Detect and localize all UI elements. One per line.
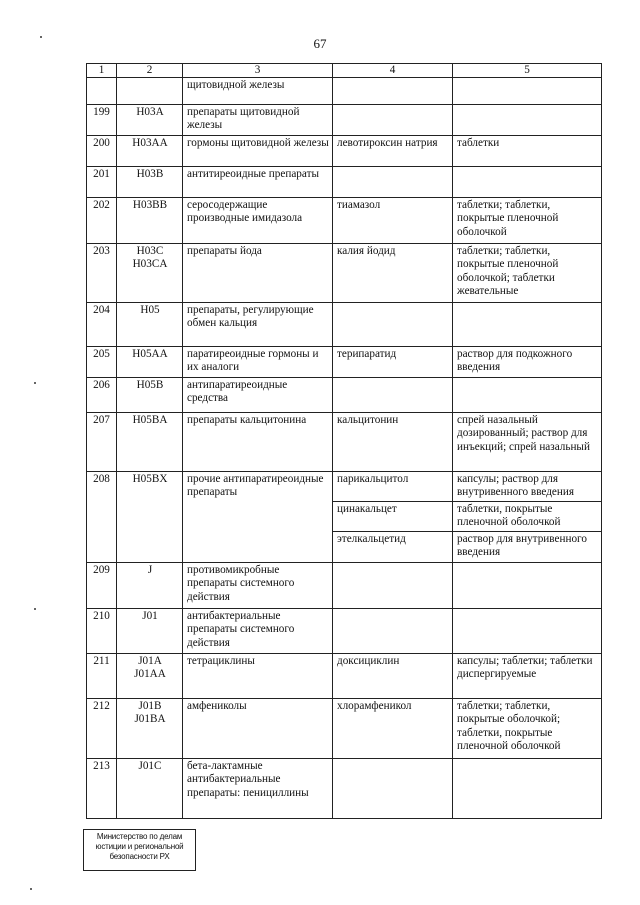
table-row xyxy=(87,563,602,609)
dosage-form: таблетки; таблетки, покрытые оболочкой; таблетки, покрытые пленочной оболочкой xyxy=(453,699,602,759)
header-cell: 5 xyxy=(453,64,602,78)
row-number: 212 xyxy=(87,699,117,759)
scan-speck xyxy=(34,382,36,384)
row-number: 213 xyxy=(87,759,117,819)
row-number: 202 xyxy=(87,198,117,244)
drug-name xyxy=(333,759,453,819)
dosage-form xyxy=(453,167,602,198)
atc-code: H05B xyxy=(117,378,183,413)
row-number: 204 xyxy=(87,303,117,347)
atc-code: H05AA xyxy=(117,347,183,378)
drug-name xyxy=(333,303,453,347)
row-number: 208 xyxy=(87,472,117,563)
group-name: серосодержащие производные имидазола xyxy=(183,198,333,244)
group-name: препараты йода xyxy=(183,244,333,303)
header-cell: 4 xyxy=(333,64,453,78)
group-name: антипаратиреоидные средства xyxy=(183,378,333,413)
dosage-form: спрей назальный дозированный; раствор для инъекций; спрей назальный xyxy=(453,413,602,472)
dosage-form xyxy=(453,609,602,654)
atc-code xyxy=(117,78,183,105)
group-name: антибактериальные препараты системного действия xyxy=(183,609,333,654)
atc-code: H03B xyxy=(117,167,183,198)
atc-code: H05BA xyxy=(117,413,183,472)
drug-name xyxy=(333,105,453,136)
atc-code: J01 xyxy=(117,609,183,654)
row-number: 199 xyxy=(87,105,117,136)
dosage-form xyxy=(453,303,602,347)
table-row xyxy=(87,136,602,167)
table-row xyxy=(87,198,602,244)
row-number: 211 xyxy=(87,654,117,699)
group-name: тетрациклины xyxy=(183,654,333,699)
atc-code: H03BB xyxy=(117,198,183,244)
stamp-line: Министерство по делам xyxy=(96,832,183,841)
drug-name: тиамазол xyxy=(333,198,453,244)
dosage-form xyxy=(453,78,602,105)
dosage-form: капсулы; таблетки; таблетки диспергируемые xyxy=(453,654,602,699)
drug-name: доксициклин xyxy=(333,654,453,699)
dosage-form xyxy=(453,563,602,609)
drug-name: парикальцитол xyxy=(333,472,453,502)
drug-name xyxy=(333,378,453,413)
header-cell: 2 xyxy=(117,64,183,78)
dosage-form xyxy=(453,759,602,819)
dosage-form: таблетки; таблетки, покрытые пленочной оболочкой; таблетки жевательные xyxy=(453,244,602,303)
atc-code: H05BX xyxy=(117,472,183,563)
drug-name: терипаратид xyxy=(333,347,453,378)
row-number: 200 xyxy=(87,136,117,167)
atc-code: J01A J01AA xyxy=(117,654,183,699)
drug-name: левотироксин натрия xyxy=(333,136,453,167)
table-row xyxy=(87,244,602,303)
group-name: препараты щитовидной железы xyxy=(183,105,333,136)
row-number: 207 xyxy=(87,413,117,472)
table-row xyxy=(87,105,602,136)
drug-name: кальцитонин xyxy=(333,413,453,472)
atc-code: H03C H03CA xyxy=(117,244,183,303)
atc-code: J01B J01BA xyxy=(117,699,183,759)
row-number: 209 xyxy=(87,563,117,609)
group-name: гормоны щитовидной железы xyxy=(183,136,333,167)
dosage-form: раствор для подкожного введения xyxy=(453,347,602,378)
drug-name: этелкальцетид xyxy=(333,532,453,563)
group-name: противомикробные препараты системного действия xyxy=(183,563,333,609)
row-number: 203 xyxy=(87,244,117,303)
stamp-line: безопасности РХ xyxy=(109,852,170,861)
header-cell: 1 xyxy=(87,64,117,78)
scan-speck xyxy=(40,36,42,38)
drug-table xyxy=(86,63,602,819)
row-number: 205 xyxy=(87,347,117,378)
header-cell: 3 xyxy=(183,64,333,78)
table-row xyxy=(87,78,602,105)
table-header-row xyxy=(87,64,602,78)
group-name: антитиреоидные препараты xyxy=(183,167,333,198)
group-name: препараты, регулирующие обмен кальция xyxy=(183,303,333,347)
drug-name xyxy=(333,78,453,105)
table-row xyxy=(87,472,602,502)
table-row xyxy=(87,759,602,819)
dosage-form: таблетки; таблетки, покрытые пленочной оболочкой xyxy=(453,198,602,244)
scan-speck xyxy=(30,888,32,890)
drug-name: хлорамфеникол xyxy=(333,699,453,759)
row-number: 201 xyxy=(87,167,117,198)
atc-code: H03AA xyxy=(117,136,183,167)
row-number: 210 xyxy=(87,609,117,654)
table-row xyxy=(87,654,602,699)
dosage-form: раствор для внутривенного введения xyxy=(453,532,602,563)
group-name: щитовидной железы xyxy=(183,78,333,105)
group-name: препараты кальцитонина xyxy=(183,413,333,472)
dosage-form xyxy=(453,378,602,413)
table-row xyxy=(87,609,602,654)
dosage-form: капсулы; раствор для внутривенного введения xyxy=(453,472,602,502)
ministry-stamp xyxy=(83,829,196,871)
group-name: паратиреоидные гормоны и их аналоги xyxy=(183,347,333,378)
dosage-form: таблетки xyxy=(453,136,602,167)
drug-name: цинакальцет xyxy=(333,502,453,532)
table-row xyxy=(87,378,602,413)
table-row xyxy=(87,167,602,198)
table-row xyxy=(87,699,602,759)
scan-speck xyxy=(34,608,36,610)
row-number xyxy=(87,78,117,105)
dosage-form: таблетки, покрытые пленочной оболочкой xyxy=(453,502,602,532)
table-row xyxy=(87,303,602,347)
drug-name: калия йодид xyxy=(333,244,453,303)
table-row xyxy=(87,347,602,378)
atc-code: J01C xyxy=(117,759,183,819)
stamp-line: юстиции и региональной xyxy=(95,842,184,851)
group-name: бета-лактамные антибактериальные препараты: пенициллины xyxy=(183,759,333,819)
atc-code: J xyxy=(117,563,183,609)
atc-code: H05 xyxy=(117,303,183,347)
group-name: амфениколы xyxy=(183,699,333,759)
drug-name xyxy=(333,167,453,198)
dosage-form xyxy=(453,105,602,136)
drug-name xyxy=(333,609,453,654)
row-number: 206 xyxy=(87,378,117,413)
table-row xyxy=(87,413,602,472)
atc-code: H03A xyxy=(117,105,183,136)
page-number: 67 xyxy=(313,36,327,51)
group-name: прочие антипаратиреоидные препараты xyxy=(183,472,333,563)
drug-name xyxy=(333,563,453,609)
